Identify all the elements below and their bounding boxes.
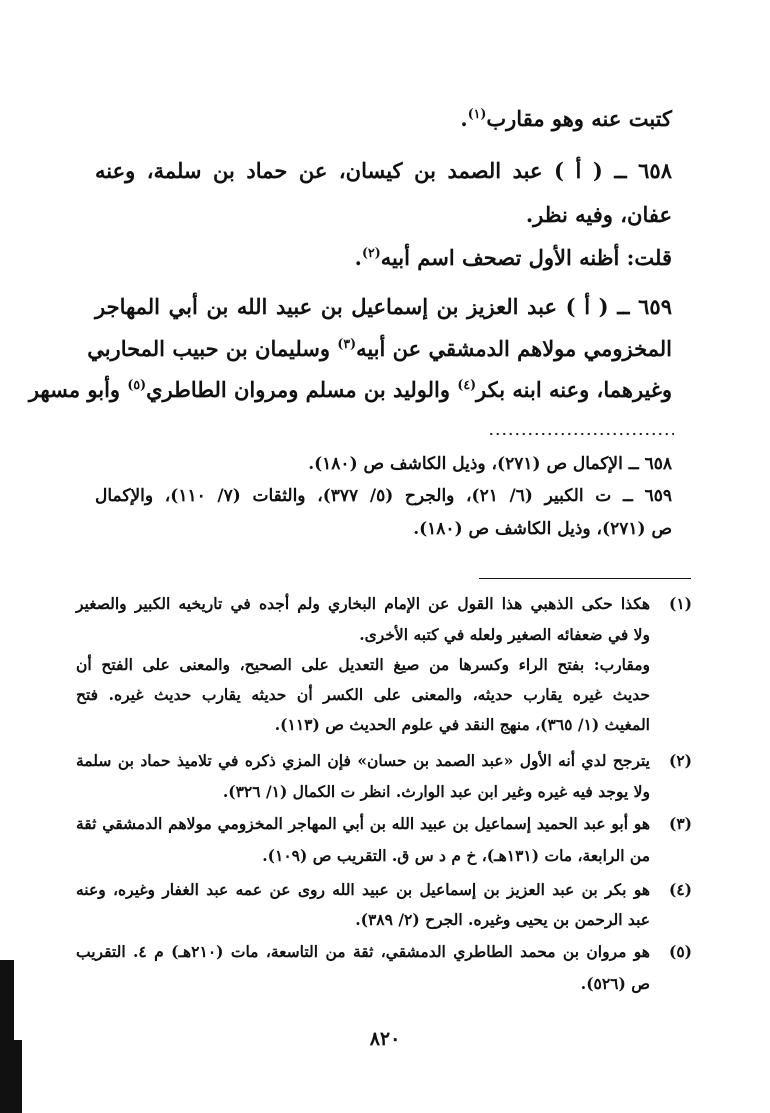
page-number: ٨٢٠ <box>369 1028 401 1050</box>
footnote-marker-4: (٤) <box>668 880 692 899</box>
footnote-4-line-1: هو بكر بن عبد العزيز بن إسماعيل بن عبيد الله روى عن عمه عبد الغفار وغيره، وعنه <box>76 880 650 899</box>
entry-659: ٦٥٩ ــ ( أ ) عبد العزيز بن إسماعيل بن عبيد الله بن أبي المهاجر <box>95 294 672 319</box>
footnote-2-line-2: ولا يوجد فيه غيره وغير ابن عبد الوارث. انظر ت الكمال (١/ ٣٢٦). <box>222 782 650 801</box>
footnote-3-line-2: من الرابعة، مات (١٣١هـ)، خ م د س ق. التقريب ص (١٠٩). <box>262 846 650 865</box>
body-line-3: عفان، وفيه نظر. <box>525 202 672 227</box>
scan-binding-shadow-lower <box>0 1040 22 1113</box>
footnote-1-line-2: ولا في ضعفائه الصغير ولعله في كتبه الأخرى. <box>359 625 650 644</box>
body-line-6: المخزومي مولاهم الدمشقي عن أبيه$^{(٣)}$ وسليمان بن حبيب المحاربي <box>87 336 672 361</box>
footnote-5-line-2: ص (٥٢٦). <box>580 974 650 993</box>
entry-658: ٦٥٨ ــ ( أ ) عبد الصمد بن كيسان، عن حماد بن سلمة، وعنه <box>95 158 672 183</box>
footnote-3-line-1: هو أبو عبد الحميد إسماعيل بن عبيد الله بن أبي المهاجر المخزومي مولاهم الدمشقي ثقة <box>76 814 650 833</box>
footnote-marker-2: (٢) <box>668 751 692 770</box>
footnote-2-line-1: يترجح لدي أنه الأول «عبد الصمد بن حسان» فإن المزي ذكره في تلاميذ حماد بن سلمة <box>76 751 650 770</box>
footnote-4-line-2: عبد الرحمن بن يحيى وغيره. الجرح (٢/ ٣٨٩). <box>355 910 650 929</box>
body-line-7: وغيرهما، وعنه ابنه بكر$^{(٤)}$ والوليد بن مسلم ومروان الطاطري$^{(٥)}$ وأبو مسهر <box>28 377 672 402</box>
reference-659: ٦٥٩ ــ ت الكبير (٦/ ٢١)، والجرح (٥/ ٣٧٧)، والثقات (٧/ ١١٠)، والإكمال <box>95 486 672 506</box>
footnote-1-line-3: ومقارب: بفتح الراء وكسرها من صيغ التعديل على الصحيح، والمعنى على الفتح أن <box>76 655 650 674</box>
reference-659-cont: ص (٢٧١)، وذيل الكاشف ص (١٨٠). <box>413 519 672 539</box>
body-line-1: كتبت عنه وهو مقارب$^{(١)}$. <box>460 106 672 131</box>
reference-658: ٦٥٨ ــ الإكمال ص (٢٧١)، وذيل الكاشف ص (١٨٠). <box>308 454 672 474</box>
footnote-separator <box>479 578 691 579</box>
footnote-1-line-4: حديث غيره يقارب حديثه، والمعنى على الكسر أن حديثه يقارب حديث غيره. فتح <box>76 685 650 704</box>
footnote-1-line-1: هكذا حكى الذهبي هذا القول عن الإمام البخاري ولم أجده في تاريخيه الكبير والصغير <box>76 594 650 613</box>
footnote-marker-5: (٥) <box>668 942 692 961</box>
footnote-marker-3: (٣) <box>668 814 692 833</box>
footnote-5-line-1: هو مروان بن محمد الطاطري الدمشقي، ثقة من التاسعة، مات (٢١٠هـ) م ٤. التقريب <box>76 942 650 961</box>
dotted-divider <box>488 432 674 436</box>
footnote-1-line-5: المغيث (١/ ٣٦٥)، منهج النقد في علوم الحديث ص (١١٣). <box>274 715 650 734</box>
body-line-4: قلت: أظنه الأول تصحف اسم أبيه$^{(٢)}$. <box>354 245 672 270</box>
footnote-marker-1: (١) <box>668 594 692 613</box>
